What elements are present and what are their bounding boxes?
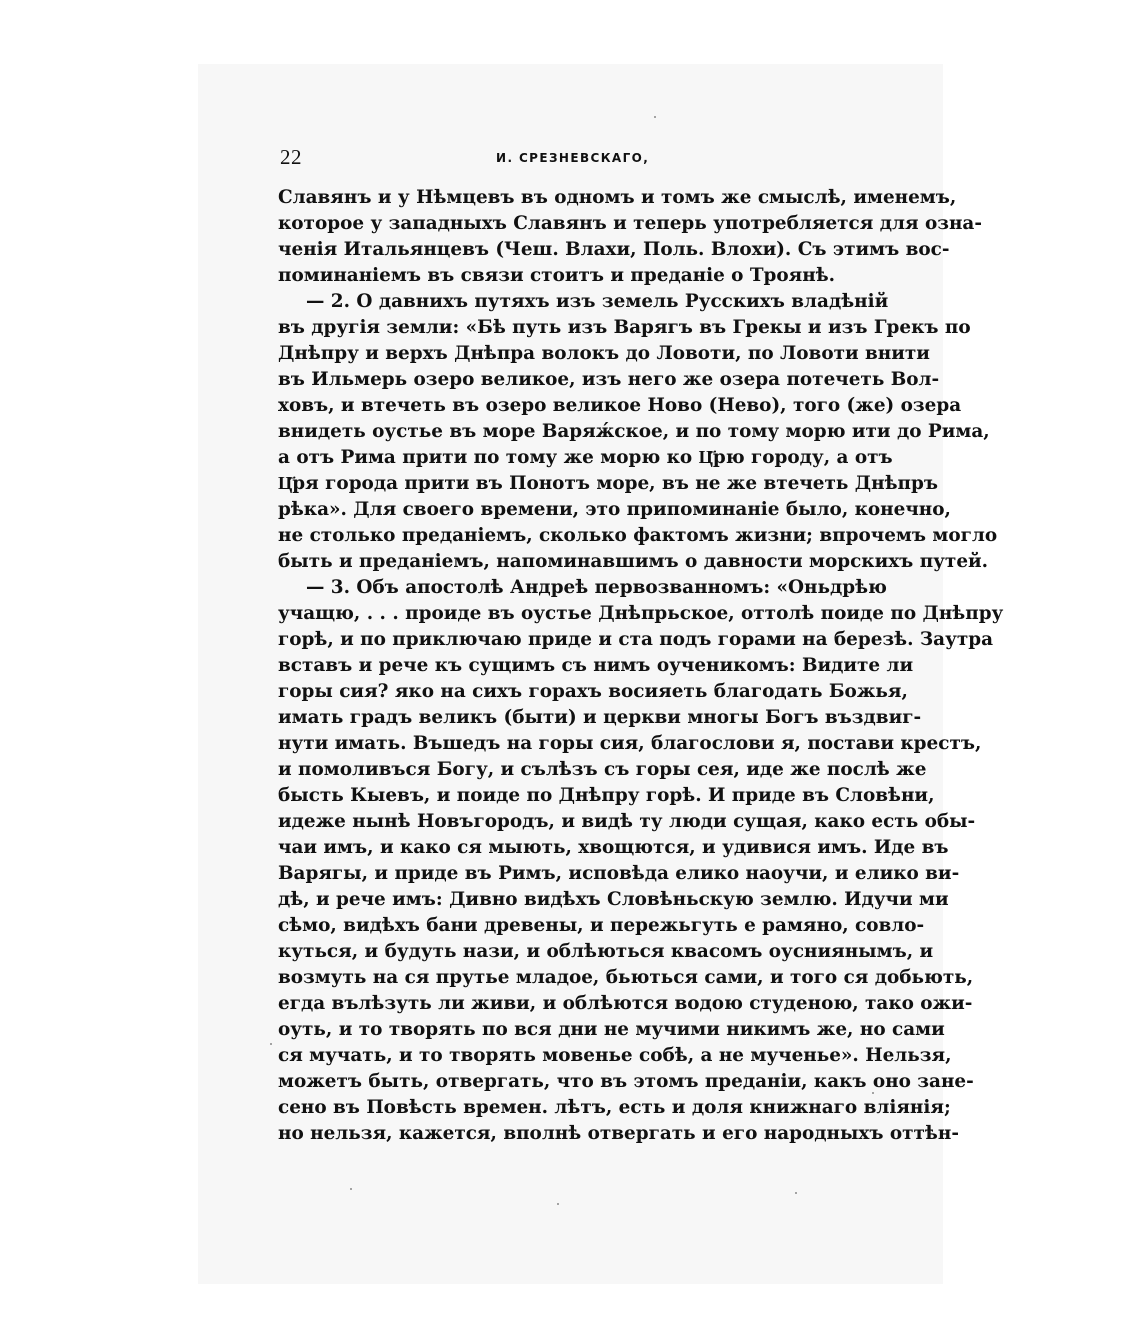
page-header [278, 145, 863, 185]
text-line: можетъ быть, отвергать, что въ этомъ преданіи, какъ оно зане- [278, 1071, 974, 1092]
text-line: вставъ и рече къ сущимъ съ нимъ оученикомъ: Видите ли [278, 655, 914, 676]
text-line: сено въ Повѣсть времен. лѣтъ, есть и доля книжнаго вліянія; [278, 1097, 951, 1118]
text-line: но нельзя, кажется, вполнѣ отвергать и его народныхъ оттѣн- [278, 1123, 959, 1144]
running-head: И. СРЕЗНЕВСКАГО, [496, 151, 650, 165]
text-line: Ц҃ря города прити въ Понотъ море, въ не же втечеть Днѣпръ [278, 473, 938, 494]
text-line: Днѣпру и верхъ Днѣпра волокъ до Ловоти, по Ловоти внити [278, 343, 930, 364]
text-line: учащю, . . . проиде въ оустье Днѣпрьское, оттолѣ поиде по Днѣпру [278, 603, 1004, 624]
text-line: ченія Итальянцевъ (Чеш. Влахи, Поль. Влохи). Съ этимъ вос- [278, 239, 950, 260]
text-line: оуть, и то творять по вся дни не мучими никимъ же, но сами [278, 1019, 945, 1040]
paragraph-start-line: — 3. Объ апостолѣ Андреѣ первозванномъ: «Оньдрѣю [306, 577, 887, 598]
text-line: бысть Кыевъ, и поиде по Днѣпру горѣ. И приде въ Словѣни, [278, 785, 935, 806]
book-page [278, 145, 1004, 1147]
text-line: возмуть на ся прутье младое, бьються сами, и того ся добьють, [278, 967, 974, 988]
text-line: быть и преданіемъ, напоминавшимъ о давности морскихъ путей. [278, 551, 989, 572]
text-line: чаи имъ, и како ся мыють, хвощются, и удивися имъ. Иде въ [278, 837, 949, 858]
text-line: а отъ Рима прити по тому же морю ко Ц҃рю городу, а отъ [278, 447, 893, 468]
text-line: сѣмо, видѣхъ бани древены, и пережьгуть е рамяно, совло- [278, 915, 925, 936]
text-line: имать градъ великъ (быти) и церкви многы Богъ въздвиг- [278, 707, 922, 728]
text-line: горѣ, и по приключаю приде и ста подъ горами на березѣ. Заутра [278, 629, 994, 650]
text-line: рѣка». Для своего времени, это припоминаніе было, конечно, [278, 499, 951, 520]
text-line: Варягы, и приде въ Римъ, исповѣда елико наоучи, и елико ви- [278, 863, 960, 884]
text-line: и помоливъся Богу, и сълѣзъ съ горы сея, иде же послѣ же [278, 759, 927, 780]
text-line: не столько преданіемъ, сколько фактомъ жизни; впрочемъ могло [278, 525, 998, 546]
text-line: идеже нынѣ Новъгородъ, и видѣ ту люди сущая, како есть обы- [278, 811, 976, 832]
scan-speck [270, 1043, 272, 1045]
text-line: ховъ, и втечеть въ озеро великое Ново (Нево), того (же) озера [278, 395, 962, 416]
text-line: внидеть оустье въ море Варяж́ское, и по тому морю ити до Рима, [278, 421, 990, 442]
text-line: въ Ильмерь озеро великое, изъ него же озера потечеть Вол- [278, 369, 940, 390]
body-text [278, 185, 1004, 1147]
text-line: егда вълѣзуть ли живи, и облѣются водою студеною, тако ожи- [278, 993, 973, 1014]
paragraph-start-line: — 2. О давнихъ путяхъ изъ земель Русскихъ владѣній [306, 291, 889, 312]
text-line: въ другія земли: «Бѣ путь изъ Варягъ въ Грекы и изъ Грекъ по [278, 317, 971, 338]
text-line: нути имать. Въшедъ на горы сия, благослови я, постави крестъ, [278, 733, 982, 754]
text-line: Славянъ и у Нѣмцевъ въ одномъ и томъ же смыслѣ, именемъ, [278, 187, 957, 208]
scan-speck [795, 1192, 797, 1194]
text-line: которое у западныхъ Славянъ и теперь употребляется для озна- [278, 213, 982, 234]
text-line: поминаніемъ въ связи стоитъ и преданіе о Троянѣ. [278, 265, 836, 286]
text-line: горы сия? яко на сихъ горахъ восияеть благодать Божья, [278, 681, 908, 702]
scan-speck [654, 116, 656, 118]
text-line: ся мучать, и то творять мовенье собѣ, а не мученье». Нельзя, [278, 1045, 952, 1066]
page-number: 22 [280, 145, 302, 169]
scan-speck [350, 1188, 352, 1190]
text-line: дѣ, и рече имъ: Дивно видѣхъ Словѣньскую землю. Идучи ми [278, 889, 949, 910]
text-line: куться, и будуть нази, и облѣються квасомъ оусниянымъ, и [278, 941, 934, 962]
scan-speck [872, 1092, 874, 1094]
scan-speck [557, 1203, 559, 1205]
